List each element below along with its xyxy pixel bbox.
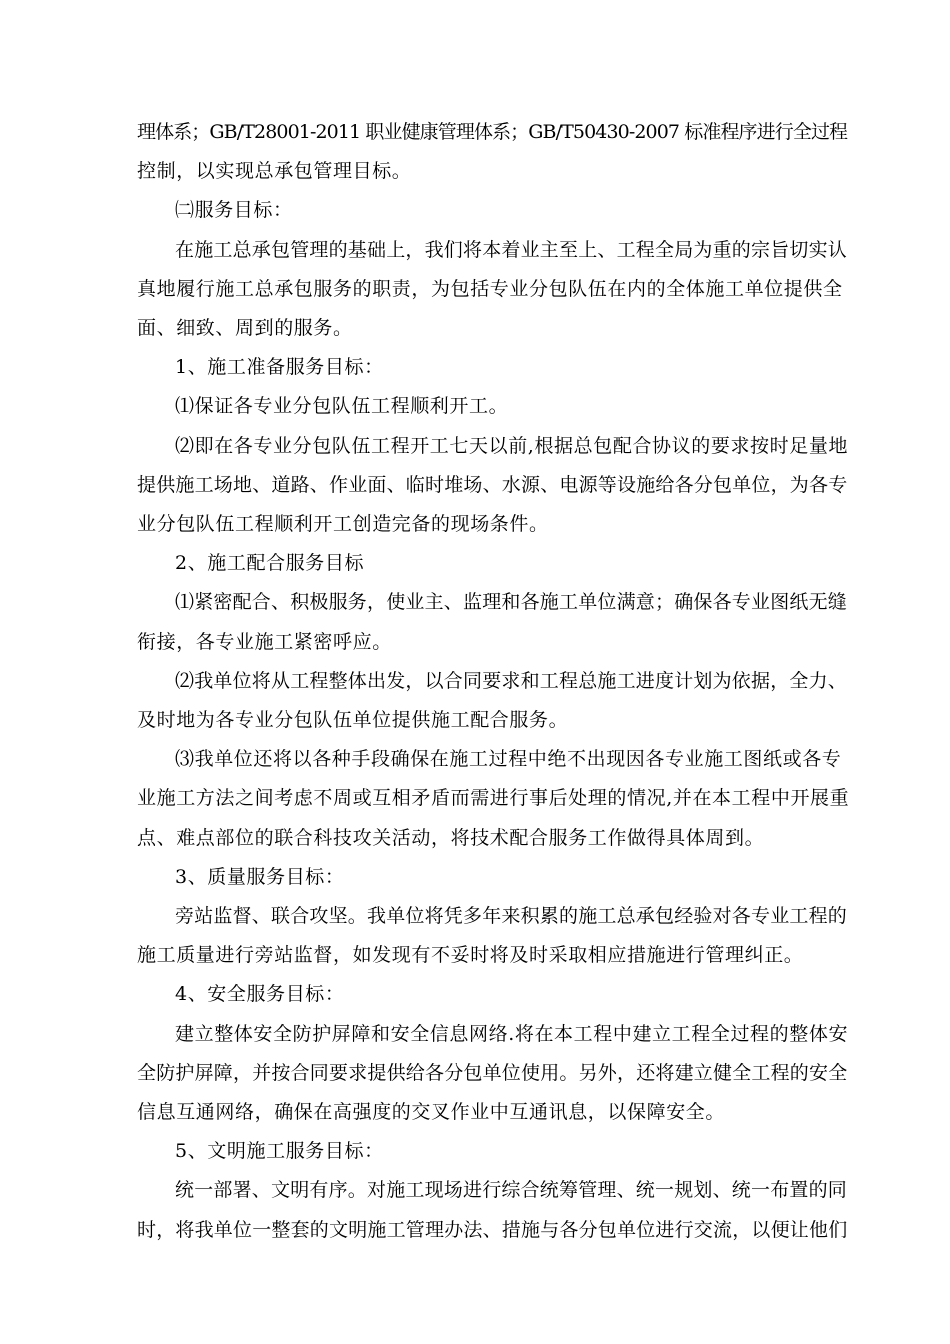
text-line: 控制，以实现总承包管理目标。 bbox=[137, 160, 412, 182]
text-line: 5、文明施工服务目标： bbox=[175, 1140, 384, 1162]
text-line: ⑶我单位还将以各种手段确保在施工过程中绝不出现因各专业施工图纸或各专 bbox=[175, 748, 842, 770]
text-line: 衔接，各专业施工紧密呼应。 bbox=[137, 631, 392, 653]
text-line: ⑴保证各专业分包队伍工程顺利开工。 bbox=[175, 395, 509, 417]
text-line: ⑵我单位将从工程整体出发，以合同要求和工程总施工进度计划为依据，全力、 bbox=[175, 670, 848, 692]
text-line: 业分包队伍工程顺利开工创造完备的现场条件。 bbox=[137, 513, 549, 535]
text-line: 信息互通网络，确保在高强度的交叉作业中互通讯息，以保障安全。 bbox=[137, 1101, 726, 1123]
text-line: 理体系；GB/T28001-2011 职业健康管理体系；GB/T50430-2007 标准程序进行全过程 bbox=[137, 121, 848, 143]
text-line: 真地履行施工总承包服务的职责，为包括专业分包队伍在内的全体施工单位提供全 bbox=[137, 278, 843, 300]
text-line: 点、难点部位的联合科技攻关活动，将技术配合服务工作做得具体周到。 bbox=[137, 827, 765, 849]
text-line: 旁站监督、联合攻坚。我单位将凭多年来积累的施工总承包经验对各专业工程的 bbox=[175, 905, 848, 927]
text-line: 统一部署、文明有序。对施工现场进行综合统筹管理、统一规划、统一布置的同 bbox=[175, 1179, 848, 1201]
text-line: 时，将我单位一整套的文明施工管理办法、措施与各分包单位进行交流，以便让他们 bbox=[137, 1219, 848, 1241]
text-line: 4、安全服务目标： bbox=[175, 983, 345, 1005]
text-line: ⑵即在各专业分包队伍工程开工七天以前,根据总包配合协议的要求按时足量地 bbox=[175, 435, 849, 457]
text-line: 全防护屏障，并按合同要求提供给各分包单位使用。另外，还将建立健全工程的安全 bbox=[137, 1062, 848, 1084]
text-line: 1、施工准备服务目标： bbox=[175, 356, 384, 378]
text-line: 及时地为各专业分包队伍单位提供施工配合服务。 bbox=[137, 709, 569, 731]
text-line: 建立整体安全防护屏障和安全信息网络.将在本工程中建立工程全过程的整体安 bbox=[175, 1023, 849, 1045]
text-line: ㈡服务目标： bbox=[175, 199, 293, 221]
text-line: 施工质量进行旁站监督，如发现有不妥时将及时采取相应措施进行管理纠正。 bbox=[137, 944, 804, 966]
text-line: 业施工方法之间考虑不周或互相矛盾而需进行事后处理的情况,并在本工程中开展重 bbox=[137, 787, 850, 809]
text-line: 提供施工场地、道路、作业面、临时堆场、水源、电源等设施给各分包单位，为各专 bbox=[137, 474, 848, 496]
text-line: 3、质量服务目标： bbox=[175, 866, 345, 888]
text-line: 面、细致、周到的服务。 bbox=[137, 317, 353, 339]
text-line: ⑴紧密配合、积极服务，使业主、监理和各施工单位满意；确保各专业图纸无缝 bbox=[175, 591, 848, 613]
text-line: 在施工总承包管理的基础上，我们将本着业主至上、工程全局为重的宗旨切实认 bbox=[175, 239, 848, 261]
text-line: 2、施工配合服务目标 bbox=[175, 552, 365, 574]
